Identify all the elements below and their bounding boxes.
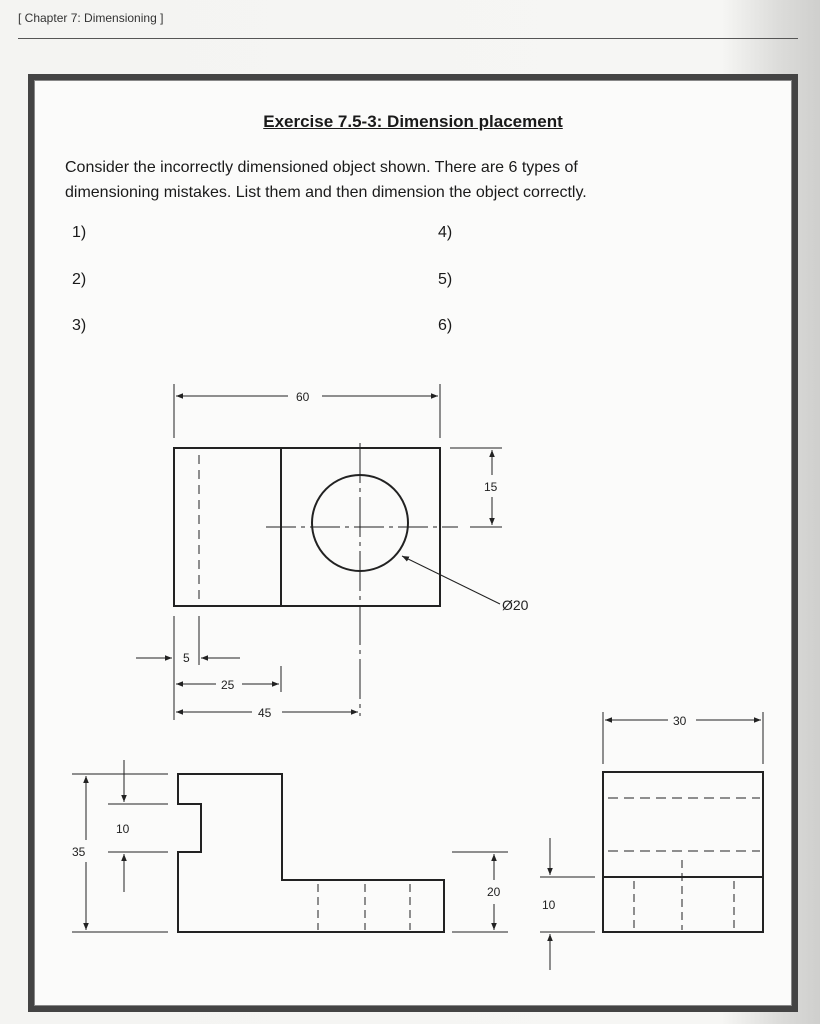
dim-20-label: 20: [487, 885, 501, 899]
instructions-line-2: dimensioning mistakes. List them and then dimension the object correctly.: [65, 184, 587, 201]
dim-60-label: 60: [296, 390, 310, 404]
dim-25-label: 25: [221, 678, 235, 692]
dim-10-notch-label: 10: [116, 822, 130, 836]
dim-10-base-label: 10: [542, 898, 556, 912]
dim-30-label: 30: [673, 714, 687, 728]
hole-leader-line: [402, 556, 500, 604]
dim-5-label: 5: [183, 651, 190, 665]
answer-item-4: 4): [438, 224, 453, 241]
dim-15-label: 15: [484, 480, 498, 494]
side-view-outline: [603, 772, 763, 932]
dim-35-label: 35: [72, 845, 86, 859]
answer-item-2: 2): [72, 271, 87, 288]
answer-item-3: 3): [72, 317, 87, 334]
answer-item-5: 5): [438, 271, 453, 288]
chapter-header: [ Chapter 7: Dimensioning ]: [18, 11, 164, 25]
instructions-line-1: Consider the incorrectly dimensioned object shown. There are 6 types of: [65, 159, 578, 176]
front-view-outline: [178, 774, 444, 932]
exercise-title: Exercise 7.5-3: Dimension placement: [263, 112, 563, 131]
answer-item-6: 6): [438, 317, 453, 334]
hole-diameter-label: Ø20: [502, 597, 529, 613]
answer-item-1: 1): [72, 224, 87, 241]
dim-45-label: 45: [258, 706, 272, 720]
